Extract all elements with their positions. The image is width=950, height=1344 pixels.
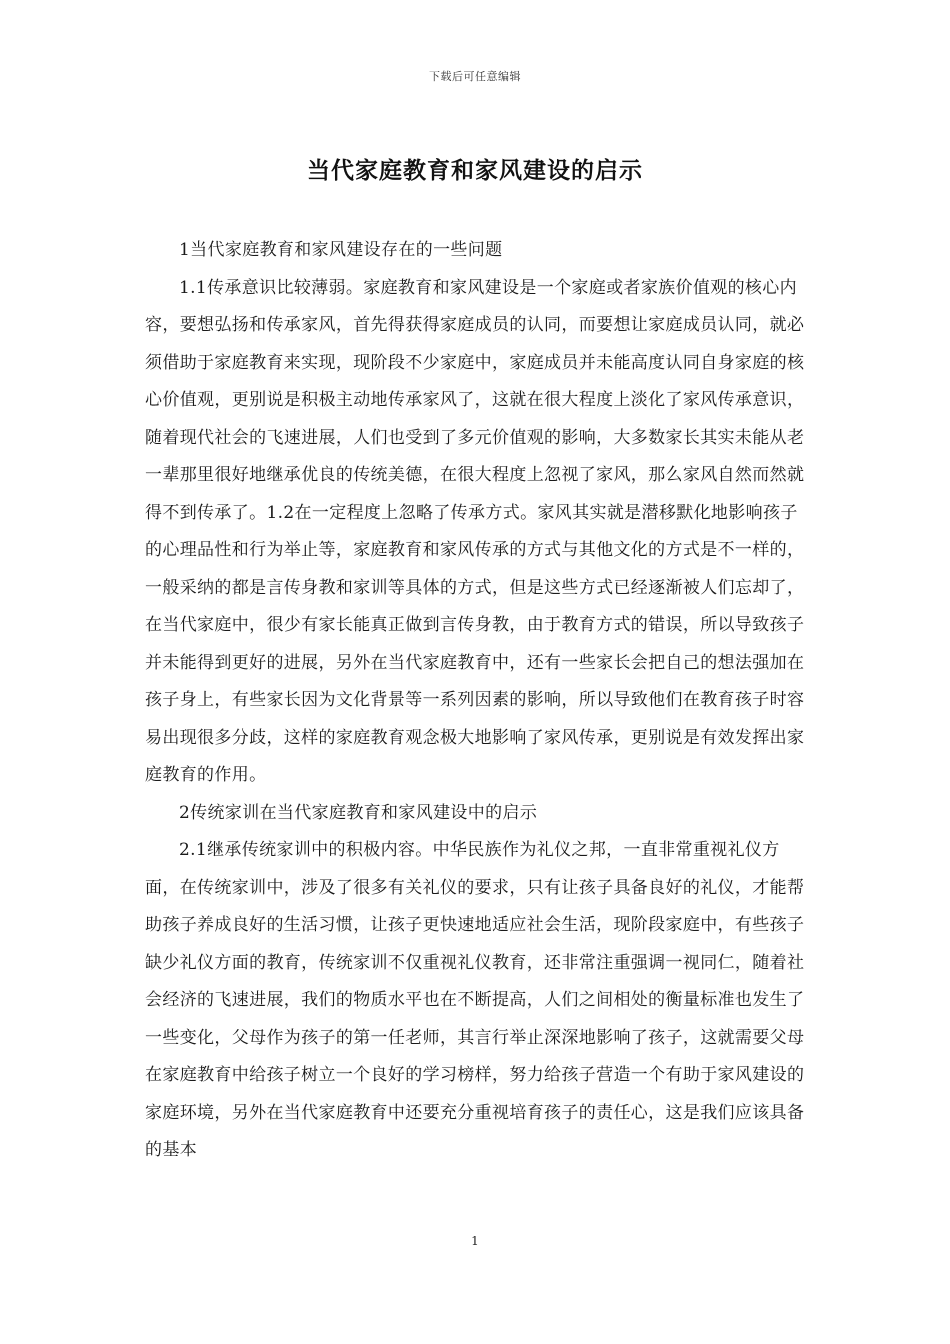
section-heading-1: 1当代家庭教育和家风建设存在的一些问题: [179, 240, 503, 260]
header-note: 下载后可任意编辑: [429, 70, 521, 83]
document-body: [145, 232, 813, 1170]
paragraph-1-1: 1.1传承意识比较薄弱。家庭教育和家风建设是一个家庭或者家族价值观的核心内容，要想弘扬和传承家风，首先得获得家庭成员的认同，而要想让家庭成员认同，就必须借助于家庭教育来实现，现阶段不少家庭中，家庭成员并未能高度认同自身家庭的核心价值观，更别说是积极主动地传承家风了，这就在很大程度上淡化了家风传承意识，随着现代社会的飞速进展，人们也受到了多元价值观的影响，大多数家长其实未能从老一辈那里很好地继承优良的传统美德，在很大程度上忽视了家风，那么家风自然而然就得不到传承了。1.2在一定程度上忽略了传承方式。家风其实就是潜移默化地影响孩子的心理品性和行为举止等，家庭教育和家风传承的方式与其他文化的方式是不一样的，一般采纳的都是言传身教和家训等具体的方式，但是这些方式已经逐渐被人们忘却了，在当代家庭中，很少有家长能真正做到言传身教，由于教育方式的错误，所以导致孩子并未能得到更好的进展，另外在当代家庭教育中，还有一些家长会把自己的想法强加在孩子身上，有些家长因为文化背景等一系列因素的影响，所以导致他们在教育孩子时容易出现很多分歧，这样的家庭教育观念极大地影响了家风传承，更别说是有效发挥出家庭教育的作用。: [145, 277, 805, 785]
page-number: 1: [471, 1234, 479, 1248]
paragraph-2-1: 2.1继承传统家训中的积极内容。中华民族作为礼仪之邦，一直非常重视礼仪方面，在传统家训中，涉及了很多有关礼仪的要求，只有让孩子具备良好的礼仪，才能帮助孩子养成良好的生活习惯，让孩子更快速地适应社会生活，现阶段家庭中，有些孩子缺少礼仪方面的教育，传统家训不仅重视礼仪教育，还非常注重强调一视同仁，随着社会经济的飞速进展，我们的物质水平也在不断提高，人们之间相处的衡量标准也发生了一些变化，父母作为孩子的第一任老师，其言行举止深深地影响了孩子，这就需要父母在家庭教育中给孩子树立一个良好的学习榜样，努力给孩子营造一个有助于家风建设的家庭环境，另外在当代家庭教育中还要充分重视培育孩子的责任心，这是我们应该具备的基本: [145, 840, 805, 1160]
section-heading-2: 2传统家训在当代家庭教育和家风建设中的启示: [179, 802, 538, 823]
document-title: 当代家庭教育和家风建设的启示: [307, 157, 643, 184]
